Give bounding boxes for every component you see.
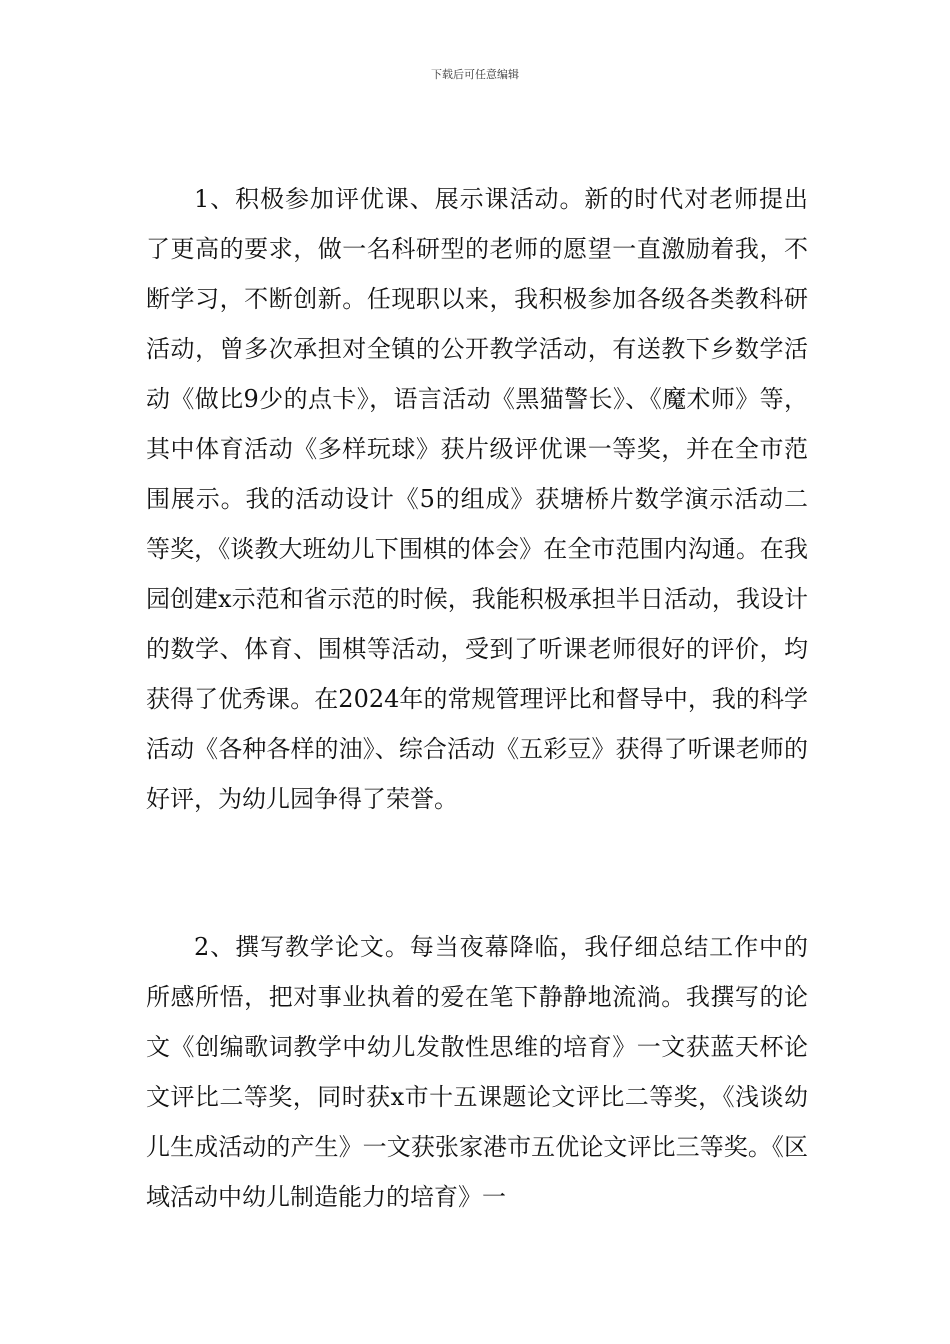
header-note: 下载后可任意编辑 (431, 68, 519, 81)
paragraph-1: 1、积极参加评优课、展示课活动。新的时代对老师提出了更高的要求，做一名科研型的老师的愿望一直激励着我，不断学习，不断创新。任现职以来，我积极参加各级各类教科研活动，曾多次承担对全镇的公开教学活动，有送教下乡数学活动《做比9少的点卡》，语言活动《黑猫警长》、《魔术师》等，其中体育活动《多样玩球》获片级评优课一等奖，并在全市范围展示。我的活动设计《5的组成》获塘桥片数学演示活动二等奖，《谈教大班幼儿下围棋的体会》在全市范围内沟通。在我园创建x示范和省示范的时候，我能积极承担半日活动，我设计的数学、体育、围棋等活动，受到了听课老师很好的评价，均获得了优秀课。在2024年的常规管理评比和督导中，我的科学活动《各种各样的油》、综合活动《五彩豆》获得了听课老师的好评，为幼儿园争得了荣誉。 (146, 185, 808, 813)
paragraph-2: 2、撰写教学论文。每当夜幕降临，我仔细总结工作中的所感所悟，把对事业执着的爱在笔下静静地流淌。我撰写的论文《创编歌词教学中幼儿发散性思维的培育》一文获蓝天杯论文评比二等奖，同时获x市十五课题论文评比二等奖，《浅谈幼儿生成活动的产生》一文获张家港市五优论文评比三等奖。《区域活动中幼儿制造能力的培育》一 (146, 933, 808, 1211)
